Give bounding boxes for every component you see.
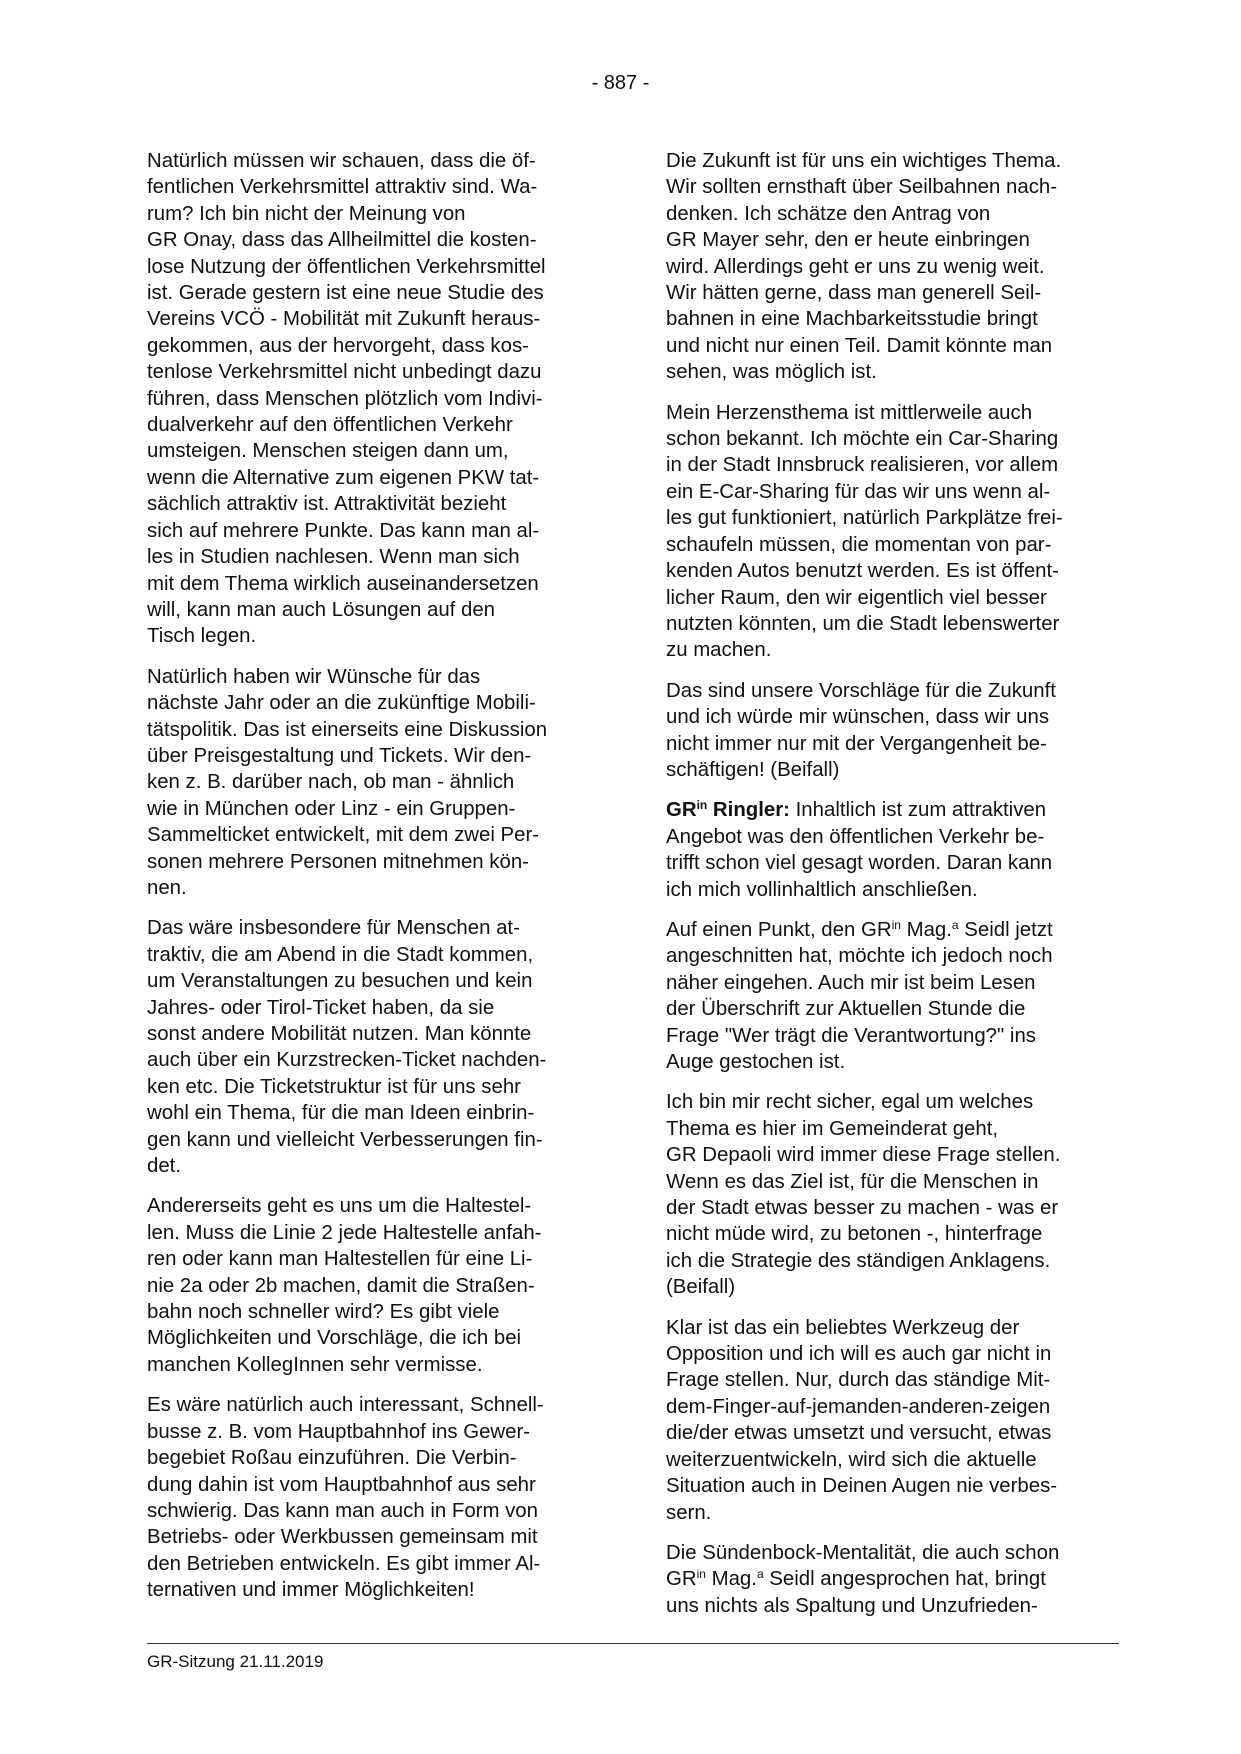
- text-line: ren oder kann man Haltestellen für eine Li-: [147, 1248, 533, 1271]
- text-line: Wir hätten gerne, dass man generell Seil-: [666, 282, 1042, 305]
- text-line: sern.: [666, 1501, 712, 1524]
- text-line: GR Depaoli wird immer diese Frage stellen.: [666, 1144, 1061, 1167]
- text-line: mit dem Thema wirklich auseinandersetzen: [147, 572, 539, 595]
- text-line: führen, dass Menschen plötzlich vom Indivi-: [147, 387, 543, 410]
- text-line: Andererseits geht es uns um die Haltestel-: [147, 1195, 532, 1218]
- footer-session-label: GR-Sitzung 21.11.2019: [147, 1652, 324, 1671]
- text-line: Frage "Wer trägt die Verantwortung?" ins: [666, 1024, 1036, 1047]
- text-line: schwierig. Das kann man auch in Form von: [147, 1499, 538, 1522]
- text-line: schon bekannt. Ich möchte ein Car-Sharing: [666, 428, 1059, 451]
- text-line: bahnen in eine Machbarkeitsstudie bringt: [666, 308, 1038, 331]
- paragraph: [666, 917, 1119, 1075]
- paragraph: [147, 664, 600, 902]
- right-column: [666, 148, 1119, 1633]
- text-line: begebiet Roßau einzuführen. Die Verbin-: [147, 1447, 517, 1470]
- text-line: dualverkehr auf den öffentlichen Verkehr: [147, 414, 513, 437]
- text-line: ternativen und immer Möglichkeiten!: [147, 1579, 475, 1602]
- text-line: ein E-Car-Sharing für das wir uns wenn al-: [666, 480, 1051, 503]
- text-line: ist. Gerade gestern ist eine neue Studie des: [147, 282, 544, 305]
- text-line: busse z. B. vom Hauptbahnhof ins Gewer-: [147, 1420, 531, 1443]
- text-line: $GR^{in}$ Ringler: Inhaltlich ist zum attraktiven: [666, 798, 1047, 822]
- text-line: um Veranstaltungen zu besuchen und kein: [147, 970, 533, 993]
- text-line: und ich würde mir wünschen, dass wir uns: [666, 706, 1050, 729]
- text-line: dem-Finger-auf-jemanden-anderen-zeigen: [666, 1395, 1051, 1418]
- text-line: bahn noch schneller wird? Es gibt viele: [147, 1301, 500, 1324]
- text-line: Situation auch in Deinen Augen nie verbes-: [666, 1475, 1058, 1498]
- text-line: Die Zukunft ist für uns ein wichtiges Thema.: [666, 150, 1062, 172]
- text-line: Thema es hier im Gemeinderat geht,: [666, 1117, 999, 1140]
- text-line: fentlichen Verkehrsmittel attraktiv sind. Wa-: [147, 176, 538, 199]
- text-line: Es wäre natürlich auch interessant, Schnell-: [147, 1394, 544, 1417]
- text-line: Klar ist das ein beliebtes Werkzeug der: [666, 1316, 1020, 1339]
- text-line: sächlich attraktiv ist. Attraktivität bezieht: [147, 493, 507, 516]
- text-line: Das sind unsere Vorschläge für die Zukunft: [666, 679, 1056, 702]
- paragraph: [147, 915, 600, 1179]
- footer-divider: [147, 1643, 1119, 1644]
- text-line: Wenn es das Ziel ist, für die Menschen in: [666, 1170, 1039, 1193]
- text-line: ich mich vollinhaltlich anschließen.: [666, 878, 978, 901]
- text-line: wie in München oder Linz - ein Gruppen-: [147, 797, 516, 820]
- page-number: - 887 -: [591, 72, 650, 94]
- text-line: sehen, was möglich ist.: [666, 361, 877, 384]
- text-line: kenden Autos benutzt werden. Es ist öffent-: [666, 560, 1059, 583]
- text-line: (Beifall): [666, 1276, 736, 1299]
- speaker-paragraph: [666, 797, 1119, 903]
- text-line: Sammelticket entwickelt, mit dem zwei Per-: [147, 824, 540, 847]
- text-line: umsteigen. Menschen steigen dann um,: [147, 440, 509, 463]
- text-line: Auge gestochen ist.: [666, 1051, 846, 1073]
- text-line: nutzten könnten, um die Stadt lebenswerter: [666, 612, 1060, 635]
- text-line: tenlose Verkehrsmittel nicht unbedingt dazu: [147, 361, 542, 384]
- text-line: der Stadt etwas besser zu machen - was er: [666, 1197, 1059, 1220]
- left-column: [147, 148, 600, 1618]
- text-line: ken etc. Die Ticketstruktur ist für uns sehr: [147, 1075, 521, 1098]
- text-line: näher eingehen. Auch mir ist beim Lesen: [666, 971, 1036, 994]
- text-line: len. Muss die Linie 2 jede Haltestelle anfah-: [147, 1221, 542, 1244]
- text-line: les gut funktioniert, natürlich Parkplätze frei-: [666, 507, 1063, 530]
- paragraph: [666, 1315, 1119, 1526]
- text-line: will, kann man auch Lösungen auf den: [147, 598, 496, 621]
- text-line: sonst andere Mobilität nutzen. Man könnte: [147, 1023, 532, 1045]
- speaker-label: $GR^{in}$ Ringler:: [666, 798, 790, 822]
- text-line: uns nichts als Spaltung und Unzufrieden-: [666, 1594, 1038, 1617]
- text-line: Auf einen Punkt, den $GR^{in}$ Mag.$^a$ Seidl jetzt: [666, 917, 1053, 941]
- text-line: und nicht nur einen Teil. Damit könnte man: [666, 334, 1053, 357]
- text-line: wenn die Alternative zum eigenen PKW tat-: [147, 466, 540, 489]
- text-line: gekommen, aus der hervorgeht, dass kos-: [147, 334, 529, 357]
- text-line: zu machen.: [666, 639, 772, 662]
- text-line: trifft schon viel gesagt worden. Daran kann: [666, 852, 1053, 875]
- text-line: licher Raum, den wir eigentlich viel besser: [666, 586, 1047, 609]
- text-line: Möglichkeiten und Vorschläge, die ich bei: [147, 1327, 522, 1350]
- text-line: det.: [147, 1155, 182, 1178]
- text-line: schäftigen! (Beifall): [666, 758, 840, 781]
- text-line: Das wäre insbesondere für Menschen at-: [147, 917, 520, 940]
- text-line: dung dahin ist vom Hauptbahnhof aus sehr: [147, 1473, 536, 1496]
- paragraph: [666, 678, 1119, 784]
- text-line: in der Stadt Innsbruck realisieren, vor allem: [666, 454, 1059, 477]
- text-line: ich die Strategie des ständigen Anklagens.: [666, 1249, 1051, 1272]
- paragraph: [666, 1089, 1119, 1300]
- text-line: Wir sollten ernsthaft über Seilbahnen nach-: [666, 176, 1058, 199]
- text-line: Tisch legen.: [147, 625, 257, 648]
- text-line: Angebot was den öffentlichen Verkehr be-: [666, 825, 1045, 848]
- text-line: Die Sündenbock-Mentalität, die auch schon: [666, 1541, 1060, 1564]
- text-line: gen kann und vielleicht Verbesserungen fin-: [147, 1128, 543, 1151]
- text-line: manchen KollegInnen sehr vermisse.: [147, 1353, 483, 1376]
- text-line: denken. Ich schätze den Antrag von: [666, 202, 991, 225]
- text-line: nen.: [147, 876, 187, 899]
- text-line: ken z. B. darüber nach, ob man - ähnlich: [147, 771, 515, 794]
- paragraph: [666, 1540, 1119, 1619]
- text-line: Natürlich müssen wir schauen, dass die öf-: [147, 150, 536, 172]
- text-line: der Überschrift zur Aktuellen Stunde die: [666, 998, 1026, 1021]
- text-line: Betriebs- oder Werkbussen gemeinsam mit: [147, 1526, 538, 1549]
- text-line: Frage stellen. Nur, durch das ständige Mit-: [666, 1369, 1051, 1392]
- text-line: nächste Jahr oder an die zukünftige Mobili-: [147, 692, 536, 715]
- text-line: nie 2a oder 2b machen, damit die Straßen-: [147, 1274, 535, 1297]
- text-line: wird. Allerdings geht er uns zu wenig weit.: [666, 255, 1045, 278]
- text-line: sonen mehrere Personen mitnehmen kön-: [147, 850, 529, 873]
- text-line: Opposition und ich will es auch gar nicht in: [666, 1343, 1052, 1366]
- text-line: rum? Ich bin nicht der Meinung von: [147, 202, 466, 225]
- text-line: angeschnitten hat, möchte ich jedoch noch: [666, 945, 1053, 968]
- text-line: nicht müde wird, zu betonen -, hinterfrage: [666, 1223, 1043, 1246]
- text-line: GR Onay, dass das Allheilmittel die kosten-: [147, 229, 537, 252]
- text-line: traktiv, die am Abend in die Stadt kommen,: [147, 943, 534, 966]
- paragraph: [147, 1392, 600, 1603]
- paragraph: [666, 148, 1119, 386]
- text-line: die/der etwas umsetzt und versucht, etwas: [666, 1422, 1052, 1445]
- text-line: schaufeln müssen, die momentan von par-: [666, 533, 1052, 556]
- text-line: nicht immer nur mit der Vergangenheit be-: [666, 732, 1047, 755]
- text-line: les in Studien nachlesen. Wenn man sich: [147, 546, 520, 569]
- paragraph: [147, 148, 600, 650]
- text-line: $GR^{in}$ Mag.$^a$ Seidl angesprochen hat, bringt: [666, 1567, 1046, 1591]
- text-line: Ich bin mir recht sicher, egal um welches: [666, 1091, 1034, 1114]
- text-line: GR Mayer sehr, den er heute einbringen: [666, 229, 1030, 252]
- text-line: Mein Herzensthema ist mittlerweile auch: [666, 401, 1033, 424]
- text-line: lose Nutzung der öffentlichen Verkehrsmittel: [147, 255, 546, 278]
- text-line: Jahres- oder Tirol-Ticket haben, da sie: [147, 996, 495, 1019]
- text-line: auch über ein Kurzstrecken-Ticket nachden-: [147, 1049, 547, 1072]
- text-line: Natürlich haben wir Wünsche für das: [147, 665, 481, 688]
- text-line: wohl ein Thema, für die man Ideen einbrin-: [147, 1102, 535, 1125]
- text-line: Vereins VCÖ - Mobilität mit Zukunft heraus-: [147, 308, 541, 331]
- text-line: über Preisgestaltung und Tickets. Wir den-: [147, 744, 532, 767]
- text-line: sich auf mehrere Punkte. Das kann man al-: [147, 519, 540, 542]
- text-line: tätspolitik. Das ist einerseits eine Diskussion: [147, 718, 548, 741]
- paragraph: [666, 400, 1119, 664]
- paragraph: [147, 1193, 600, 1378]
- text-line: weiterzuentwickeln, wird sich die aktuelle: [666, 1448, 1037, 1471]
- text-line: den Betrieben entwickeln. Es gibt immer Al-: [147, 1552, 541, 1575]
